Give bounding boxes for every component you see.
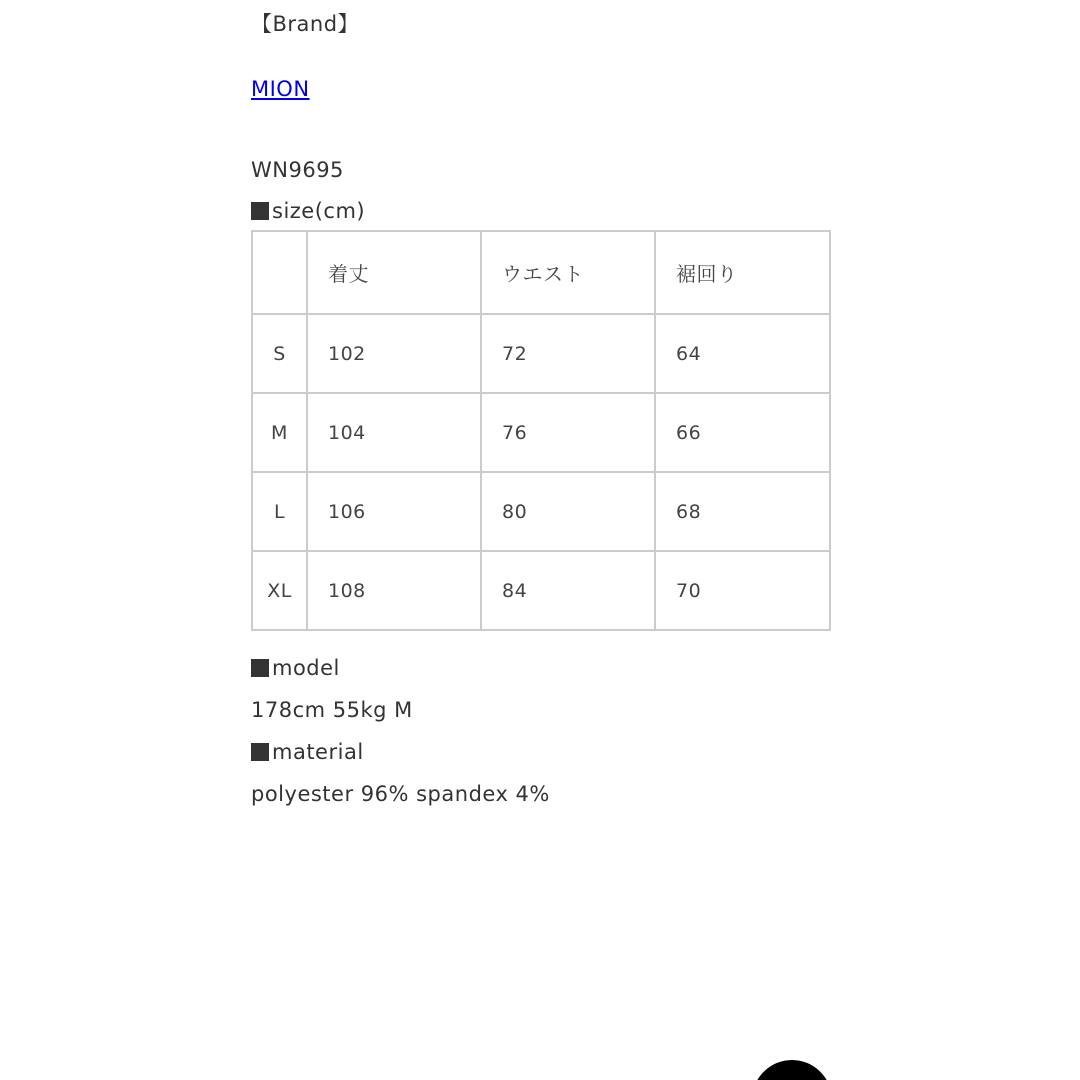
length-cell: 108: [307, 551, 481, 630]
table-row: [252, 551, 830, 630]
floating-action-button[interactable]: [752, 1060, 832, 1080]
square-bullet-icon: [251, 743, 269, 761]
length-cell: 102: [307, 314, 481, 393]
model-heading-label: model: [272, 656, 340, 680]
size-heading: [251, 197, 365, 225]
hem-cell: 66: [655, 393, 830, 472]
size-label-cell: L: [252, 472, 307, 551]
table-header-row: [252, 231, 830, 314]
header-cell-length: 着丈: [307, 231, 481, 314]
hem-cell: 64: [655, 314, 830, 393]
table-row: [252, 314, 830, 393]
brand-heading: 【Brand】: [251, 12, 360, 36]
hem-cell: 68: [655, 472, 830, 551]
waist-cell: 84: [481, 551, 655, 630]
size-table: [251, 230, 831, 631]
size-label-cell: M: [252, 393, 307, 472]
size-label-cell: S: [252, 314, 307, 393]
model-value: 178cm 55kg M: [251, 698, 413, 722]
product-code: WN9695: [251, 158, 344, 182]
length-cell: 104: [307, 393, 481, 472]
waist-cell: 72: [481, 314, 655, 393]
header-cell-empty: [252, 231, 307, 314]
material-heading: [251, 738, 364, 766]
square-bullet-icon: [251, 659, 269, 677]
brand-link[interactable]: MION: [251, 77, 310, 101]
header-cell-waist: ウエスト: [481, 231, 655, 314]
table-row: [252, 472, 830, 551]
size-heading-label: size(cm): [272, 199, 366, 223]
material-value: polyester 96% spandex 4%: [251, 782, 550, 806]
model-heading: [251, 654, 340, 682]
hem-cell: 70: [655, 551, 830, 630]
length-cell: 106: [307, 472, 481, 551]
size-label-cell: XL: [252, 551, 307, 630]
table-row: [252, 393, 830, 472]
square-bullet-icon: [251, 202, 269, 220]
waist-cell: 80: [481, 472, 655, 551]
material-heading-label: material: [272, 740, 364, 764]
waist-cell: 76: [481, 393, 655, 472]
header-cell-hem: 裾回り: [655, 231, 830, 314]
